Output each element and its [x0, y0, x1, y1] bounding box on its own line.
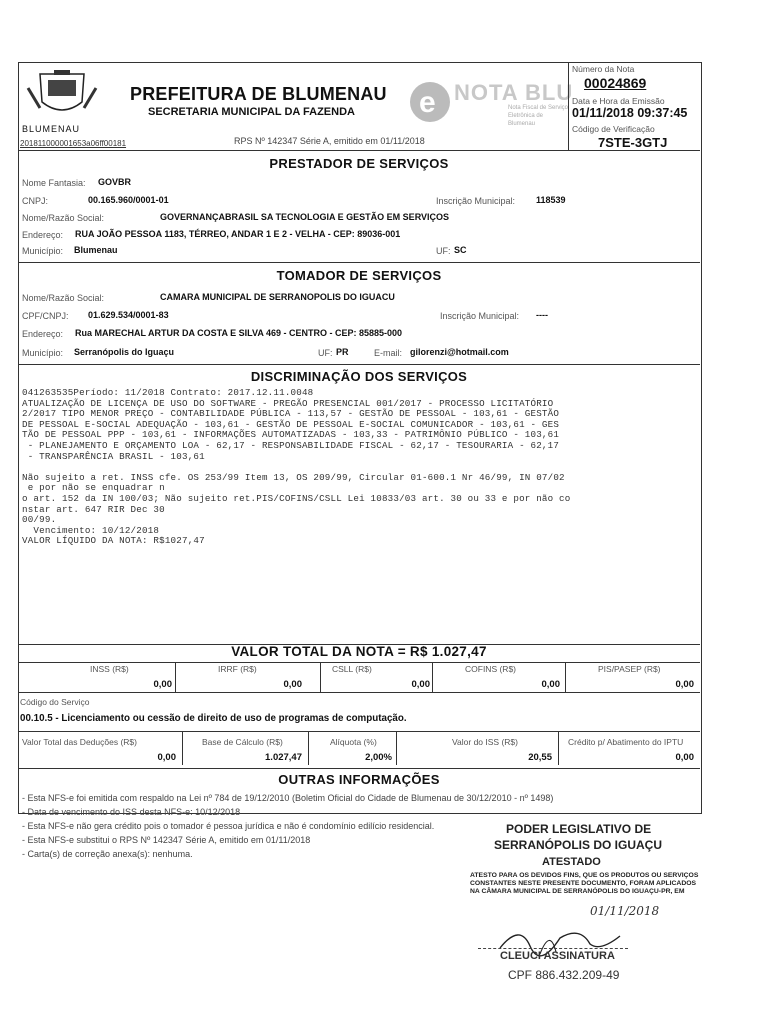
credito-value: 0,00 [675, 752, 694, 763]
tomador-inscricao: ---- [536, 310, 548, 320]
numero-nota: 00024869 [584, 75, 647, 91]
header-title: PREFEITURA DE BLUMENAU [130, 84, 387, 104]
tomador-email-label: E-mail: [374, 348, 403, 358]
svg-text:e: e [419, 86, 436, 119]
prestador-uf: SC [454, 245, 467, 255]
discriminacao-title: DISCRIMINAÇÃO DOS SERVIÇOS [250, 369, 468, 384]
tax-divider-1 [175, 662, 176, 692]
prestador-cnpj: 00.165.960/0001-01 [88, 195, 169, 205]
outras-item: - Esta NFS-e substitui o RPS Nº 142347 Série A, emitido em 01/11/2018 [22, 835, 311, 845]
tomador-endereco-label: Endereço: [22, 329, 64, 339]
inss-value: 0,00 [153, 679, 172, 690]
discriminacao-text [22, 388, 698, 547]
tomador-endereco: Rua MARECHAL ARTUR DA COSTA E SILVA 469 - CENTRO - CEP: 85885-000 [75, 328, 403, 338]
tomador-rule [18, 364, 700, 365]
deducoes-value: 0,00 [157, 752, 176, 763]
iss-divider-3 [396, 731, 397, 765]
credito-label: Crédito p/ Abatimento do IPTU [568, 737, 684, 747]
prestador-fantasia: GOVBR [98, 177, 132, 187]
iss-divider-1 [182, 731, 183, 765]
iss-value: 20,55 [528, 752, 552, 763]
csll-label: CSLL (R$) [332, 664, 372, 674]
tax-divider-2 [320, 662, 321, 692]
tomador-razao: CAMARA MUNICIPAL DE SERRANOPOLIS DO IGUACU [160, 292, 395, 302]
tomador-municipio: Serranópolis do Iguaçu [74, 347, 175, 357]
discriminacao-line: - TRANSPARÊNCIA BRASIL - 103,61 [22, 450, 205, 462]
base-label: Base de Cálculo (R$) [202, 737, 283, 747]
data-emissao: 01/11/2018 09:37:45 [572, 106, 688, 120]
outras-title: OUTRAS INFORMAÇÕES [278, 772, 440, 787]
deducoes-label: Valor Total das Deduções (R$) [22, 737, 137, 747]
total-rule-bottom [18, 662, 700, 663]
aliquota-label: Alíquota (%) [330, 737, 377, 747]
codigo-verificacao: 7STE-3GTJ [598, 135, 668, 150]
tomador-uf: PR [336, 347, 349, 357]
prestador-rule [18, 262, 700, 263]
header-subtitle: SECRETARIA MUNICIPAL DA FAZENDA [148, 106, 355, 118]
signature-rule [478, 948, 628, 949]
discriminacao-line: 041263535Período: 11/2018 Contrato: 2017.12.11.0048 [22, 387, 314, 398]
discriminacao-line: Vencimento: 10/12/2018 [22, 524, 160, 536]
valor-total: VALOR TOTAL DA NOTA = R$ 1.027,47 [231, 644, 487, 659]
stamp-line-3: ATESTADO [542, 856, 601, 868]
prestador-municipio: Blumenau [74, 245, 118, 255]
stamp-cpf: CPF 886.432.209-49 [508, 968, 620, 982]
outras-item: - Esta NFS-e foi emitida com respaldo na Lei nº 784 de 19/12/2010 (Boletim Oficial do Cidade de Blumenau de 30/12/2010 - nº 1498) [22, 793, 554, 803]
discriminacao-line: o art. 152 da IN 100/03; Não sujeito ret.PIS/COFINS/CSLL Lei 10833/03 art. 30 ou 33 e por não co [22, 492, 571, 504]
tax-divider-4 [565, 662, 566, 692]
atestado-stamp [470, 822, 702, 992]
iss-rule [18, 768, 700, 769]
nota-blu-logo-text: NOTA BLU [454, 80, 574, 105]
discriminacao-line: VALOR LÍQUIDO DA NOTA: R$1027,47 [22, 535, 205, 547]
base-value: 1.027,47 [265, 752, 302, 763]
discriminacao-line: 00/99. [22, 514, 57, 526]
tomador-razao-label: Nome/Razão Social: [22, 293, 105, 303]
outras-item: - Esta NFS-e não gera crédito pois o tomador é pessoa jurídica e não é condomínio edilício residencial. [22, 821, 435, 831]
codigo-servico: 00.10.5 - Licenciamento ou cessão de direito de uso de programas de computação. [20, 713, 407, 724]
rps-line: RPS Nº 142347 Série A, emitido em 01/11/2018 [234, 136, 425, 146]
discriminacao-line: e por não se enquadrar n [22, 482, 165, 494]
iss-divider-4 [558, 731, 559, 765]
prestador-municipio-label: Município: [22, 246, 64, 256]
discriminacao-line: 2/2017 TIPO MENOR PREÇO - CONTABILIDADE PÚBLICA - 113,57 - GESTÃO DE PESSOAL - 103,61 - GESTÃO [22, 408, 560, 420]
stamp-body: ATESTO PARA OS DEVIDOS FINS, QUE OS PRODUTOS OU SERVIÇOS CONSTANTES NESTE PRESENTE DOCUMENTO, FORAM APLICADOS NA CÂMARA MUNICIPAL DE SERRANÓPOLIS DO IGUAÇU-PR, EM [470, 872, 699, 896]
prestador-fantasia-label: Nome Fantasia: [22, 178, 86, 188]
tax-rule [18, 692, 700, 693]
info-divider [568, 62, 569, 150]
inss-label: INSS (R$) [90, 664, 129, 674]
outras-item: - Carta(s) de correção anexa(s): nenhuma. [22, 849, 193, 859]
numero-label: Número da Nota [572, 64, 635, 74]
cofins-label: COFINS (R$) [465, 664, 516, 674]
iss-label: Valor do ISS (R$) [452, 737, 518, 747]
codigo-label: Código de Verificação [572, 124, 655, 134]
discriminacao-line: Não sujeito a ret. INSS cfe. OS 253/99 Item 13, OS 209/99, Circular 01-600.1 Nr 46/99, IN 07/02 [22, 471, 565, 483]
pis-label: PIS/PASEP (R$) [598, 664, 661, 674]
stamp-date: 01/11/2018 [590, 904, 660, 918]
tomador-email: gilorenzi@hotmail.com [410, 347, 509, 357]
discriminacao-line: TÃO DE PESSOAL PPP - 103,61 - INFORMAÇÕES AUTOMATIZADAS - 103,33 - PATRIMÔNIO PÚBLICO - 103,61 [22, 429, 560, 441]
tomador-municipio-label: Município: [22, 348, 64, 358]
prestador-inscricao: 118539 [536, 195, 566, 205]
codigo-servico-label: Código do Serviço [20, 697, 90, 707]
prestador-inscricao-label: Inscrição Municipal: [436, 196, 516, 206]
discriminacao-line: nstar art. 647 RIR Dec 30 [22, 503, 165, 515]
iss-divider-2 [308, 731, 309, 765]
nota-blu-tagline: Nota Fiscal de Serviço Eletrônica de Blumenau [508, 105, 569, 127]
stamp-line-2: SERRANÓPOLIS DO IGUAÇU [494, 838, 663, 852]
aliquota-value: 2,00% [365, 752, 392, 763]
prestador-title: PRESTADOR DE SERVIÇOS [269, 156, 449, 171]
csll-value: 0,00 [411, 679, 430, 690]
prestador-uf-label: UF: [436, 246, 451, 256]
discriminacao-line: - PLANEJAMENTO E ORÇAMENTO LOA - 62,17 - RESPONSABILIDADE FISCAL - 62,17 - TESOURARIA - 62,17 [22, 439, 560, 451]
tomador-title: TOMADOR DE SERVIÇOS [276, 268, 442, 283]
outras-item: - Data de vencimento do ISS desta NFS-e: 10/12/2018 [22, 807, 241, 817]
pis-value: 0,00 [675, 679, 694, 690]
stamp-line-1: PODER LEGISLATIVO DE [506, 822, 652, 836]
city-coat-of-arms [26, 68, 98, 120]
servico-rule [18, 731, 700, 732]
prestador-razao: GOVERNANÇABRASIL SA TECNOLOGIA E GESTÃO EM SERVIÇOS [160, 212, 450, 222]
tax-divider-3 [432, 662, 433, 692]
header-bottom-rule [18, 150, 700, 151]
cofins-value: 0,00 [541, 679, 560, 690]
prestador-endereco-label: Endereço: [22, 230, 64, 240]
tomador-cpf-label: CPF/CNPJ: [22, 311, 69, 321]
stamp-signer: CLEUCI ASSINATURA [500, 950, 615, 962]
irrf-value: 0,00 [283, 679, 302, 690]
city-caption: BLUMENAU [22, 124, 81, 134]
data-label: Data e Hora da Emissão [572, 96, 665, 106]
prestador-cnpj-label: CNPJ: [22, 196, 49, 206]
tomador-inscricao-label: Inscrição Municipal: [440, 311, 520, 321]
hash-code: 201811000001653a06ff00181 [20, 139, 127, 148]
discriminacao-line: ATUALIZAÇÃO DE LICENÇA DE USO DO SOFTWARE - PREGÃO PRESENCIAL 001/2017 - PROCESSO LICITATÓRIO [22, 397, 554, 409]
tomador-cpf: 01.629.534/0001-83 [88, 310, 169, 320]
prestador-endereco: RUA JOÃO PESSOA 1183, TÉRREO, ANDAR 1 E 2 - VELHA - CEP: 89036-001 [75, 229, 401, 239]
tomador-uf-label: UF: [318, 348, 333, 358]
prestador-razao-label: Nome/Razão Social: [22, 213, 105, 223]
discriminacao-line: DE PESSOAL E-SOCIAL ADEQUAÇÃO - 103,61 - GESTÃO DE PESSOAL E-SOCIAL COMUNICADOR - 103,61 - GES [22, 418, 560, 430]
irrf-label: IRRF (R$) [218, 664, 257, 674]
